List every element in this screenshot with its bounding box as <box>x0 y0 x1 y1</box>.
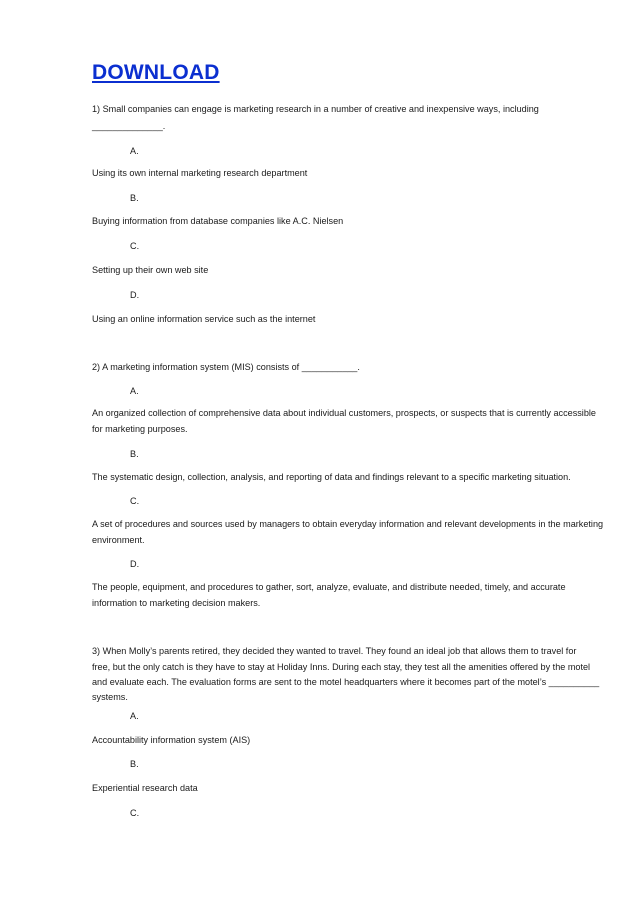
q1-option-a-text: Using its own internal marketing research department <box>92 168 308 178</box>
q1-option-d-letter: D. <box>130 290 140 300</box>
q1-option-c-letter: C. <box>130 241 140 251</box>
q2-option-d-letter: D. <box>130 559 140 569</box>
q2-option-d-line1: The people, equipment, and procedures to gather, sort, analyze, evaluate, and distribute needed, timely, and accurate <box>92 582 566 592</box>
q2-option-c-letter: C. <box>130 496 140 506</box>
q2-option-b-line1: The systematic design, collection, analysis, and reporting of data and findings relevant to a specific marketing situation. <box>92 472 571 482</box>
question-3-line3: and evaluate each. The evaluation forms are sent to the motel headquarters where it becomes part of the motel’s __________ <box>92 677 600 687</box>
q1-option-d-text: Using an online information service such as the internet <box>92 314 316 324</box>
question-1-text: 1) Small companies can engage is marketing research in a number of creative and inexpensive ways, including <box>92 104 539 114</box>
q3-option-b-text: Experiential research data <box>92 783 198 793</box>
q2-option-b-letter: B. <box>130 449 139 459</box>
q1-option-c-text: Setting up their own web site <box>92 265 209 275</box>
q2-option-a-letter: A. <box>130 386 139 396</box>
q3-option-a-letter: A. <box>130 711 139 721</box>
q3-option-c-letter: C. <box>130 808 140 818</box>
q2-option-a-line2: for marketing purposes. <box>92 424 188 434</box>
question-2-text: 2) A marketing information system (MIS) consists of ___________. <box>92 362 360 372</box>
q1-option-b-text: Buying information from database companies like A.C. Nielsen <box>92 216 344 226</box>
question-3-line2: free, but the only catch is they have to stay at Holiday Inns. During each stay, they test all the amenities offered by the motel <box>92 662 591 672</box>
q2-option-c-line2: environment. <box>92 535 145 545</box>
q2-option-d-line2: information to marketing decision makers. <box>92 598 261 608</box>
question-1-blank: ______________. <box>92 121 166 131</box>
q3-option-b-letter: B. <box>130 759 139 769</box>
question-3-line4: systems. <box>92 692 128 702</box>
q3-option-a-text: Accountability information system (AIS) <box>92 735 251 745</box>
q1-option-b-letter: B. <box>130 193 139 203</box>
q2-option-c-line1: A set of procedures and sources used by managers to obtain everyday information and relevant developments in the marketing <box>92 519 604 529</box>
question-3-line1: 3) When Molly’s parents retired, they decided they wanted to travel. They found an ideal job that allows them to travel for <box>92 646 577 656</box>
download-link[interactable]: DOWNLOAD <box>92 61 220 84</box>
q2-option-a-line1: An organized collection of comprehensive data about individual customers, prospects, or suspects that is currently accessible <box>92 408 596 418</box>
q1-option-a-letter: A. <box>130 146 139 156</box>
